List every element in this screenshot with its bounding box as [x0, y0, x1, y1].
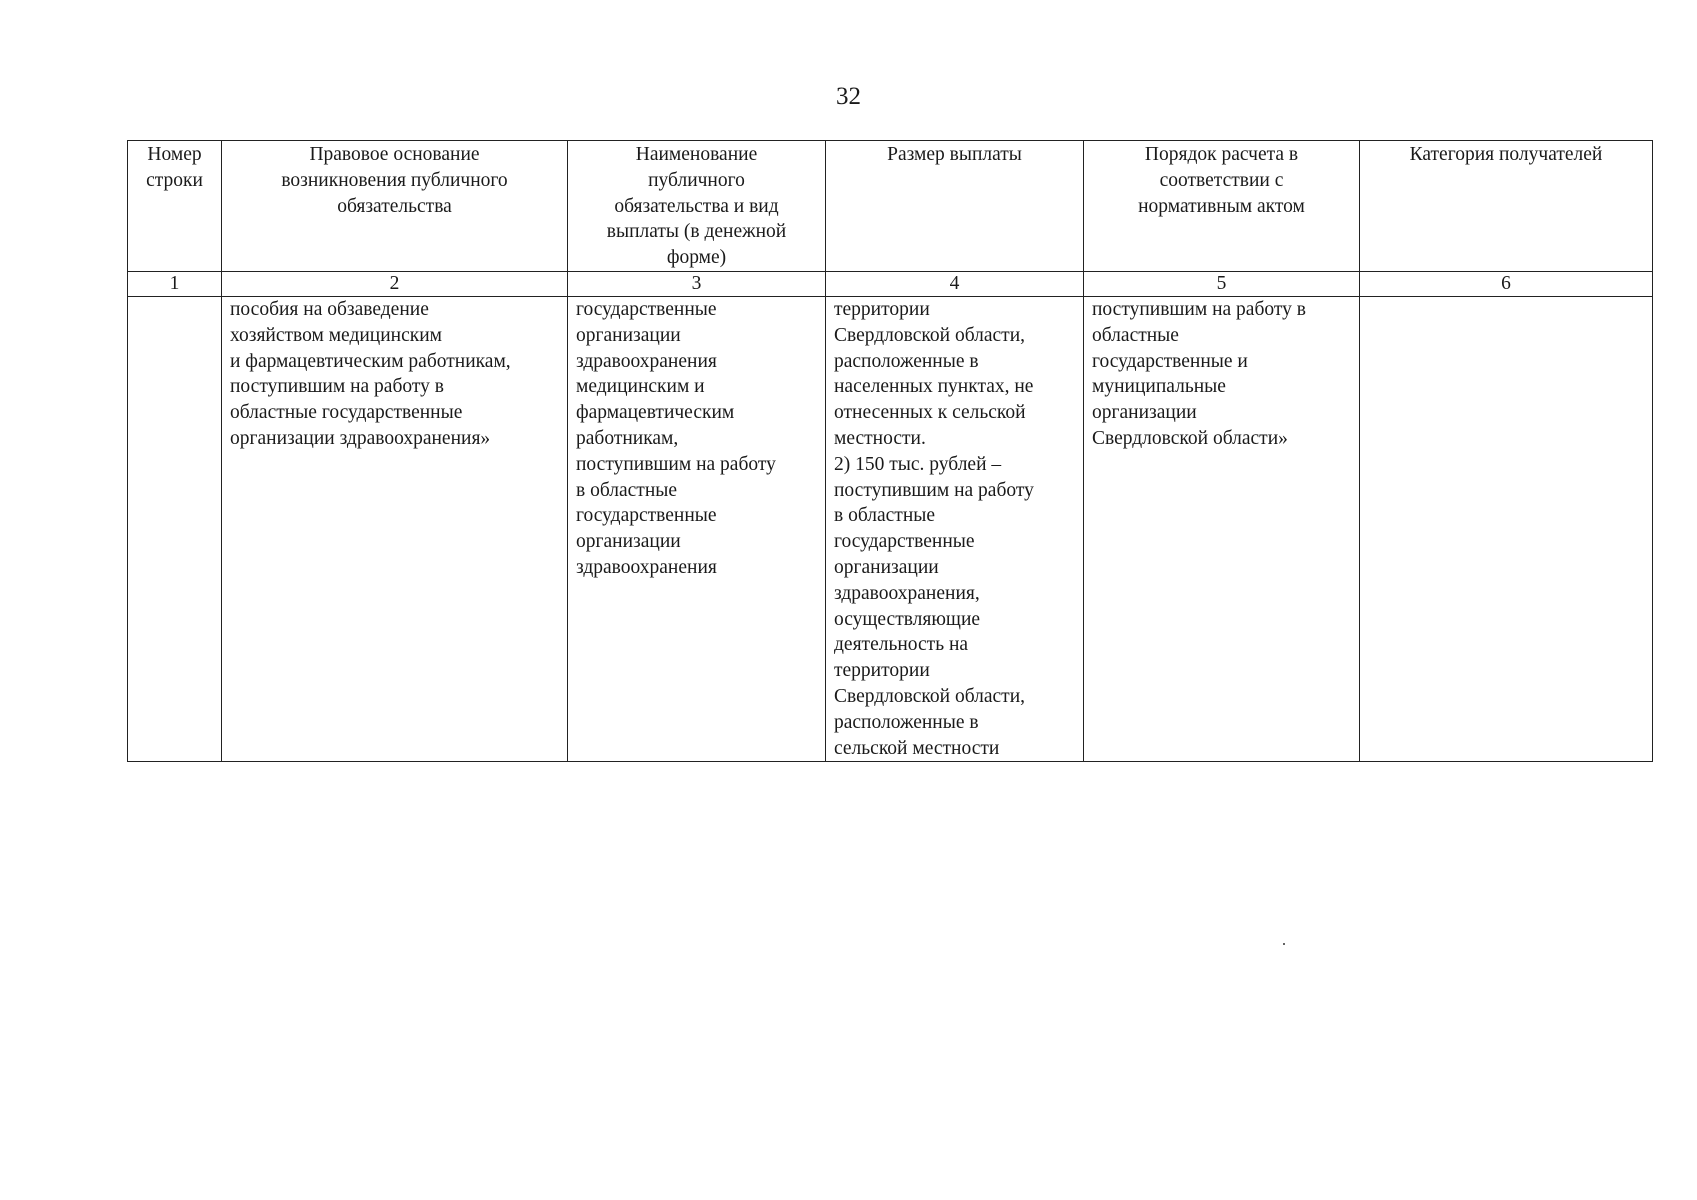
cell-legal-basis	[222, 296, 568, 761]
header-recipient-category	[1360, 141, 1653, 272]
cell-line: здравоохранения	[576, 556, 717, 578]
cell-line: организации	[576, 531, 681, 553]
header-line: Номер	[147, 144, 202, 165]
cell-line: в областные	[834, 505, 936, 527]
cell-line: организации здравоохранения»	[230, 427, 491, 449]
header-line: соответствии с	[1159, 169, 1284, 191]
header-line: выплаты (в денежной	[606, 221, 787, 243]
page-number: 32	[836, 83, 861, 110]
cell-line: областные государственные	[230, 402, 463, 424]
cell-line: населенных пунктах, не	[834, 376, 1034, 398]
cell-line: пособия на обзаведение	[230, 298, 429, 320]
cell-recipient-category	[1360, 296, 1653, 761]
cell-line: фармацевтическим	[576, 402, 735, 424]
cell-line: здравоохранения	[576, 350, 717, 372]
column-number: 1	[128, 271, 222, 296]
header-line: публичного	[648, 169, 745, 191]
cell-line: Свердловской области,	[834, 685, 1026, 707]
header-obligation-name	[568, 141, 826, 272]
cell-line: Свердловской области,	[834, 324, 1026, 346]
cell-line: поступившим на работу в	[230, 376, 444, 398]
cell-line: 2) 150 тыс. рублей –	[834, 453, 1002, 475]
cell-line: поступившим на работу в	[1092, 298, 1306, 320]
cell-line: организации	[834, 556, 939, 578]
cell-obligation-name	[568, 296, 826, 761]
column-number: 5	[1084, 271, 1360, 296]
cell-line: в областные	[576, 479, 678, 501]
cell-line: расположенные в	[834, 711, 979, 733]
column-number: 3	[568, 271, 826, 296]
header-row-number	[128, 141, 222, 272]
cell-line: расположенные в	[834, 350, 979, 372]
cell-line: деятельность на	[834, 634, 969, 656]
header-payment-amount	[826, 141, 1084, 272]
cell-line: местности.	[834, 427, 926, 449]
table-row	[128, 296, 1653, 761]
cell-line: территории	[834, 660, 930, 682]
cell-line: организации	[576, 324, 681, 346]
cell-line: работникам,	[576, 427, 679, 449]
cell-line: медицинским и	[576, 376, 705, 398]
header-line: Правовое основание	[309, 144, 480, 165]
header-line: возникновения публичного	[281, 169, 508, 191]
cell-line: муниципальные	[1092, 376, 1226, 398]
cell-line: отнесенных к сельской	[834, 402, 1026, 424]
header-line: обязательства и вид	[614, 195, 779, 217]
cell-line: государственные	[576, 505, 717, 527]
header-line: нормативным актом	[1138, 195, 1305, 217]
header-line: форме)	[666, 247, 727, 269]
header-line: Категория получателей	[1409, 144, 1603, 165]
header-line: Наименование	[635, 144, 758, 165]
cell-line: хозяйством медицинским	[230, 324, 443, 346]
cell-row-number	[128, 296, 222, 761]
cell-line: осуществляющие	[834, 608, 981, 630]
cell-line: и фармацевтическим работникам,	[230, 350, 511, 372]
cell-line: поступившим на работу	[834, 479, 1034, 501]
cell-line: территории	[834, 298, 930, 320]
header-line: Размер выплаты	[887, 144, 1022, 165]
header-line: Порядок расчета в	[1144, 144, 1299, 165]
cell-line: организации	[1092, 402, 1197, 424]
cell-line: здравоохранения,	[834, 582, 980, 604]
header-row	[128, 141, 1653, 272]
cell-line: Свердловской области»	[1092, 427, 1288, 449]
header-line: строки	[146, 169, 203, 191]
header-calculation-procedure	[1084, 141, 1360, 272]
cell-line: государственные	[834, 531, 975, 553]
column-number-row	[128, 271, 1653, 296]
header-legal-basis	[222, 141, 568, 272]
column-number: 2	[222, 271, 568, 296]
cell-line: областные	[1092, 324, 1179, 346]
column-number: 6	[1360, 271, 1653, 296]
cell-line: сельской местности	[834, 737, 1000, 759]
column-number: 4	[826, 271, 1084, 296]
header-line: обязательства	[337, 195, 452, 217]
cell-line: поступившим на работу	[576, 453, 776, 475]
cell-line: государственные	[576, 298, 717, 320]
scan-speck	[1283, 943, 1285, 945]
cell-payment-amount	[826, 296, 1084, 761]
cell-calculation-procedure	[1084, 296, 1360, 761]
public-obligations-table	[127, 140, 1653, 762]
cell-line: государственные и	[1092, 350, 1248, 372]
